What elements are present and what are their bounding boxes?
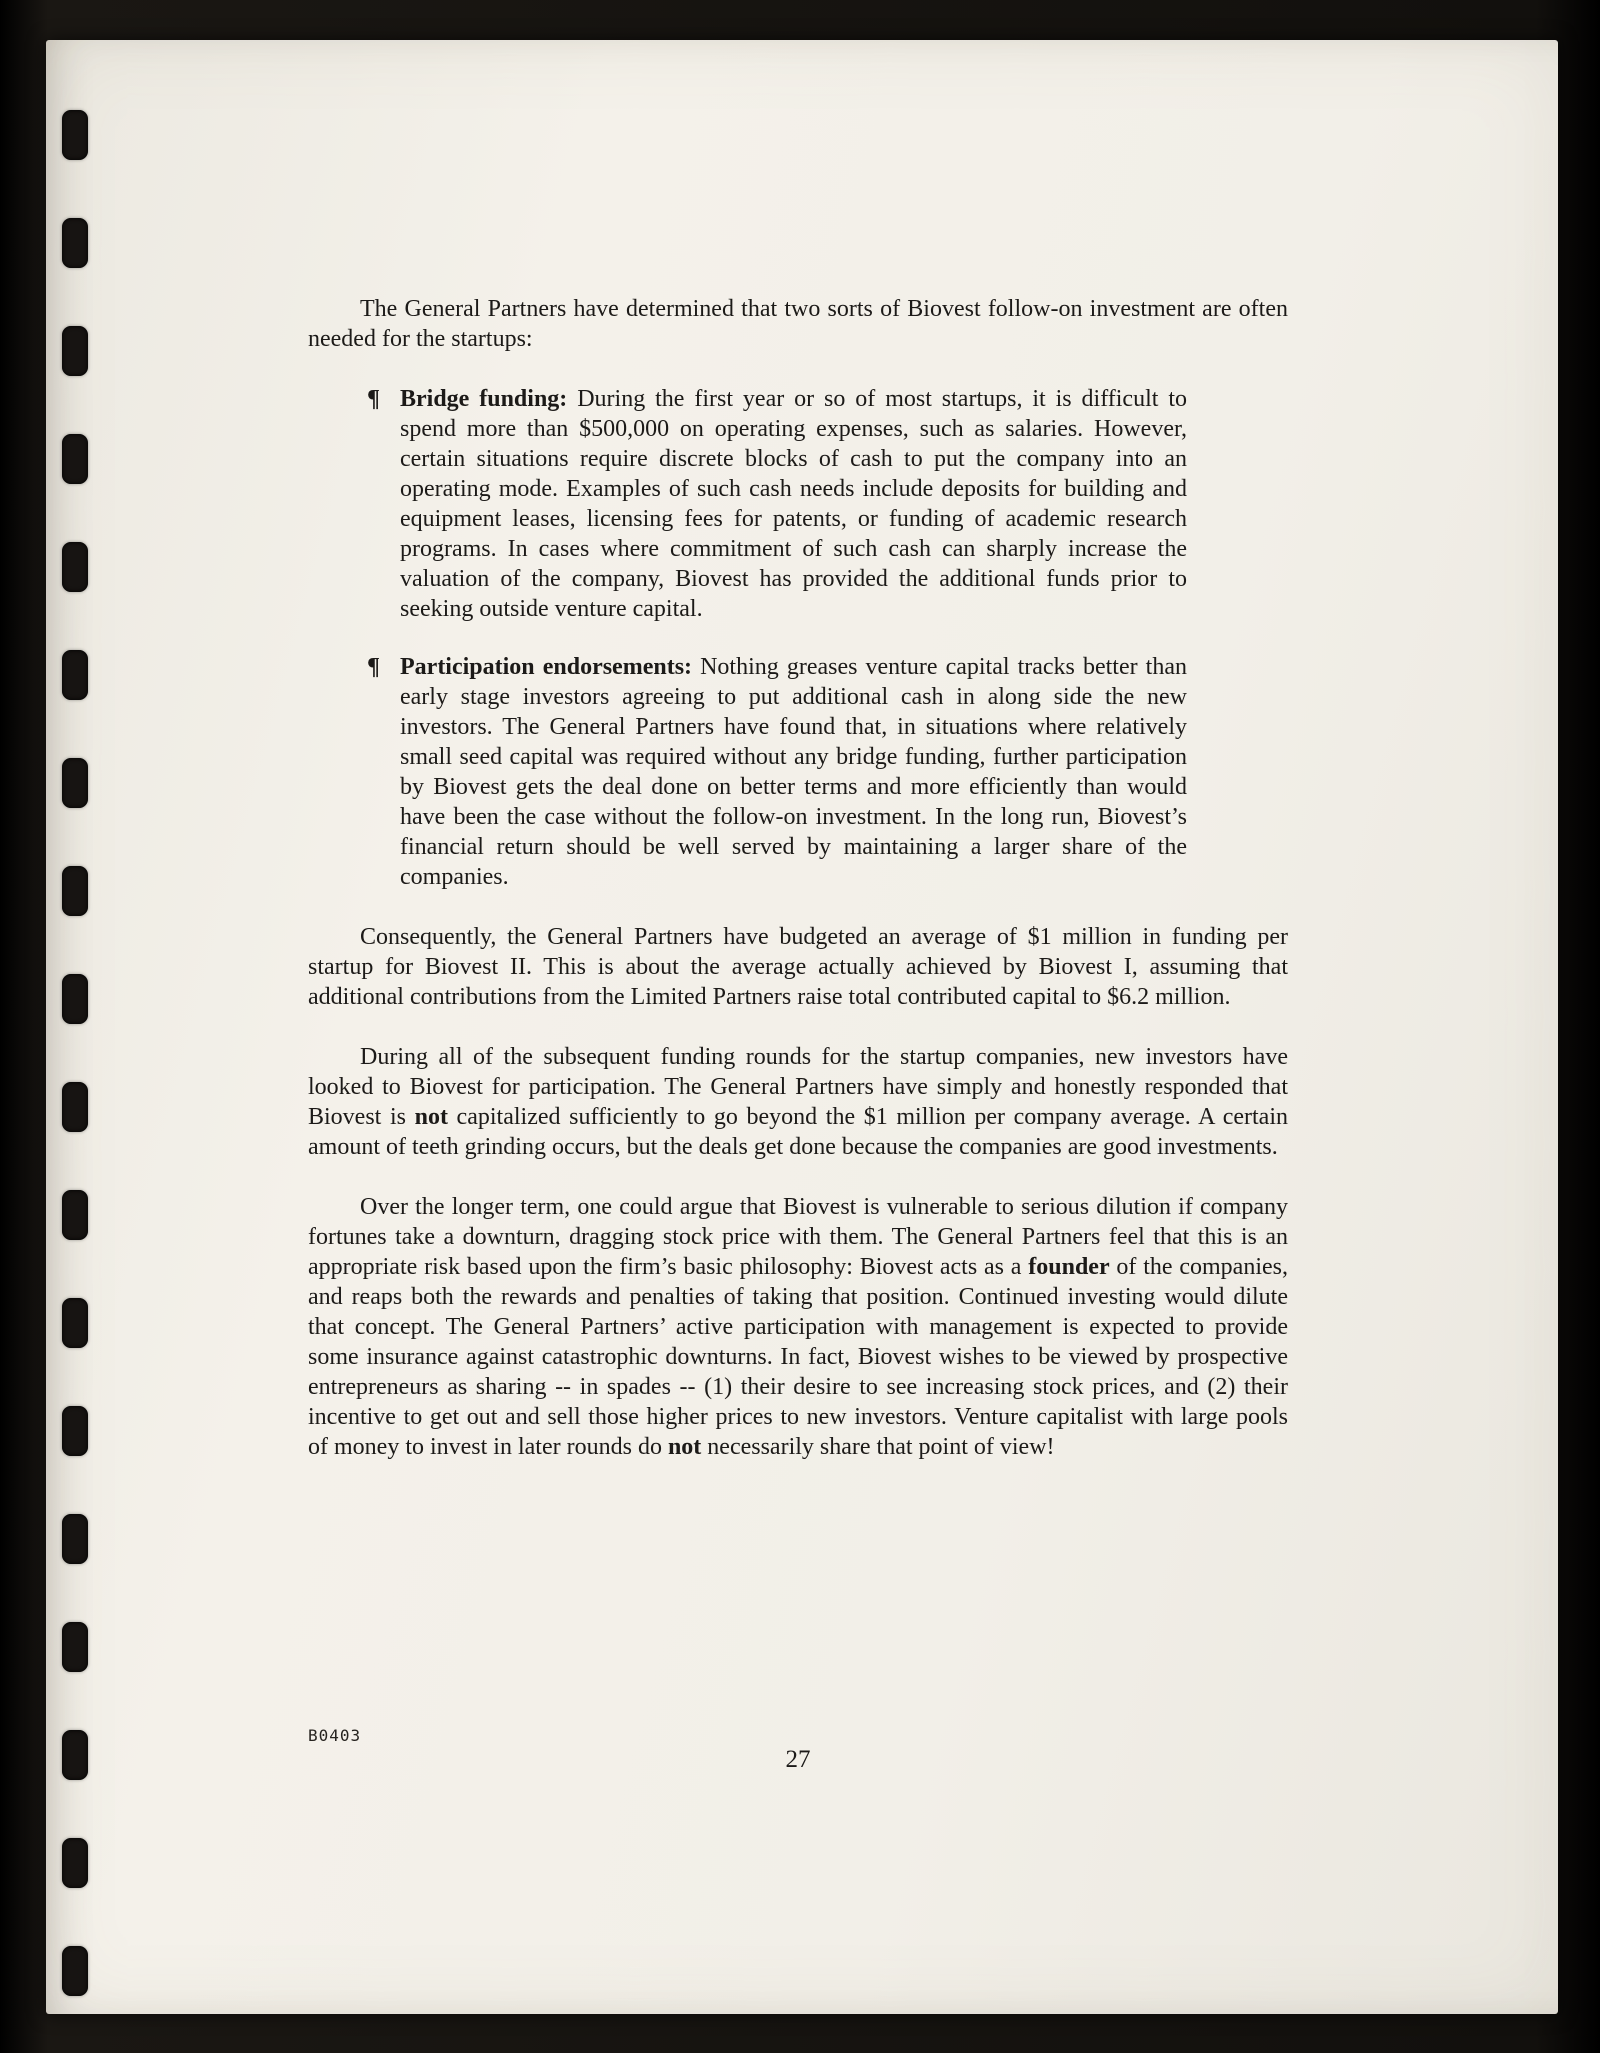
bold-text-run: Participation endorsements: <box>400 654 693 680</box>
bullet-list <box>308 384 1288 892</box>
text-run: During all of the subsequent funding rounds for the startup companies, new investors have looked to Biovest for participation. The General Partners have simply and honestly responded that Biovest is <box>308 1044 1288 1130</box>
page-number: 27 <box>785 1746 811 1773</box>
text-run: capitalized sufficiently to go beyond the $1 million per company average. A certain amount of teeth grinding occurs, but the deals get done because the companies are good investments. <box>308 1104 1289 1160</box>
binding-hole <box>62 542 88 592</box>
binding-hole <box>62 758 88 808</box>
page-content <box>308 294 1288 1462</box>
binding-hole <box>62 1838 88 1888</box>
text-run: of the companies, and reaps both the rewards and penalties of taking that position. Continued investing would dilute that concept. The General Partners’ active participation with management is expected to provide some insurance against catastrophic downturns. In fact, Biovest wishes to be viewed by prospective entrepreneurs as sharing -- in spades -- (1) their desire to see increasing stock prices, and (2) their incentive to get out and sell those higher prices to new investors. Venture capitalist with large pools of money to invest in later rounds do <box>308 1254 1288 1460</box>
bold-text-run: founder <box>1028 1254 1110 1280</box>
binding-hole <box>62 650 88 700</box>
pilcrow-icon: ¶ <box>367 386 380 412</box>
body-paragraph <box>308 922 1288 1012</box>
binding-hole <box>62 1730 88 1780</box>
footer-code: B0403 <box>308 1726 362 1745</box>
binding-hole <box>62 326 88 376</box>
bullet-paragraph <box>400 652 1187 892</box>
body-paragraph <box>308 1192 1288 1462</box>
binding-hole <box>62 1514 88 1564</box>
binding-hole <box>62 1622 88 1672</box>
body-paragraph <box>308 1042 1288 1162</box>
bold-text-run: not <box>667 1434 702 1460</box>
binding-hole <box>62 1406 88 1456</box>
binding-holes <box>62 110 88 2010</box>
bullet-item <box>308 384 1288 624</box>
intro-paragraph <box>308 294 1288 354</box>
text-run: Nothing greases venture capital tracks better than early stage investors agreeing to put additional cash in along side the new investors. The General Partners have found that, in situations where relatively small seed capital was required without any bridge funding, further participation by Biovest gets the deal done on better terms and more efficiently than would have been the case without the follow-on investment. In the long run, Biovest’s financial return should be well served by maintaining a larger share of the companies. <box>400 654 1187 890</box>
text-run: The General Partners have determined that two sorts of Biovest follow-on investment are often needed for the startups: <box>308 296 1288 352</box>
binding-hole <box>62 974 88 1024</box>
binding-hole <box>62 1082 88 1132</box>
text-run: During the first year or so of most startups, it is difficult to spend more than $500,000 on operating expenses, such as salaries. However, certain situations require discrete blocks of cash to put the company into an operating mode. Examples of such cash needs include deposits for building and equipment leases, licensing fees for patents, or funding of academic research programs. In cases where commitment of such cash can sharply increase the valuation of the company, Biovest has provided the additional funds prior to seeking outside venture capital. <box>400 386 1187 622</box>
bullet-item <box>308 652 1288 892</box>
binding-hole <box>62 866 88 916</box>
binding-hole <box>62 1190 88 1240</box>
bold-text-run: Bridge funding: <box>400 386 568 412</box>
binding-hole <box>62 218 88 268</box>
pilcrow-icon: ¶ <box>367 654 380 680</box>
text-run: necessarily share that point of view! <box>701 1434 1055 1460</box>
text-run: Over the longer term, one could argue that Biovest is vulnerable to serious dilution if company fortunes take a downturn, dragging stock price with them. The General Partners feel that this is an appropriate risk based upon the firm’s basic philosophy: Biovest acts as a <box>308 1194 1288 1280</box>
binding-hole <box>62 110 88 160</box>
body-paragraphs <box>308 922 1288 1462</box>
text-run: Consequently, the General Partners have budgeted an average of $1 million in funding per startup for Biovest II. This is about the average actually achieved by Biovest I, assuming that additional contributions from the Limited Partners raise total contributed capital to $6.2 million. <box>308 924 1288 1010</box>
bold-text-run: not <box>414 1104 448 1130</box>
binding-hole <box>62 1946 88 1996</box>
document-page <box>46 40 1558 2014</box>
binding-hole <box>62 1298 88 1348</box>
binding-hole <box>62 434 88 484</box>
bullet-paragraph <box>400 384 1187 624</box>
